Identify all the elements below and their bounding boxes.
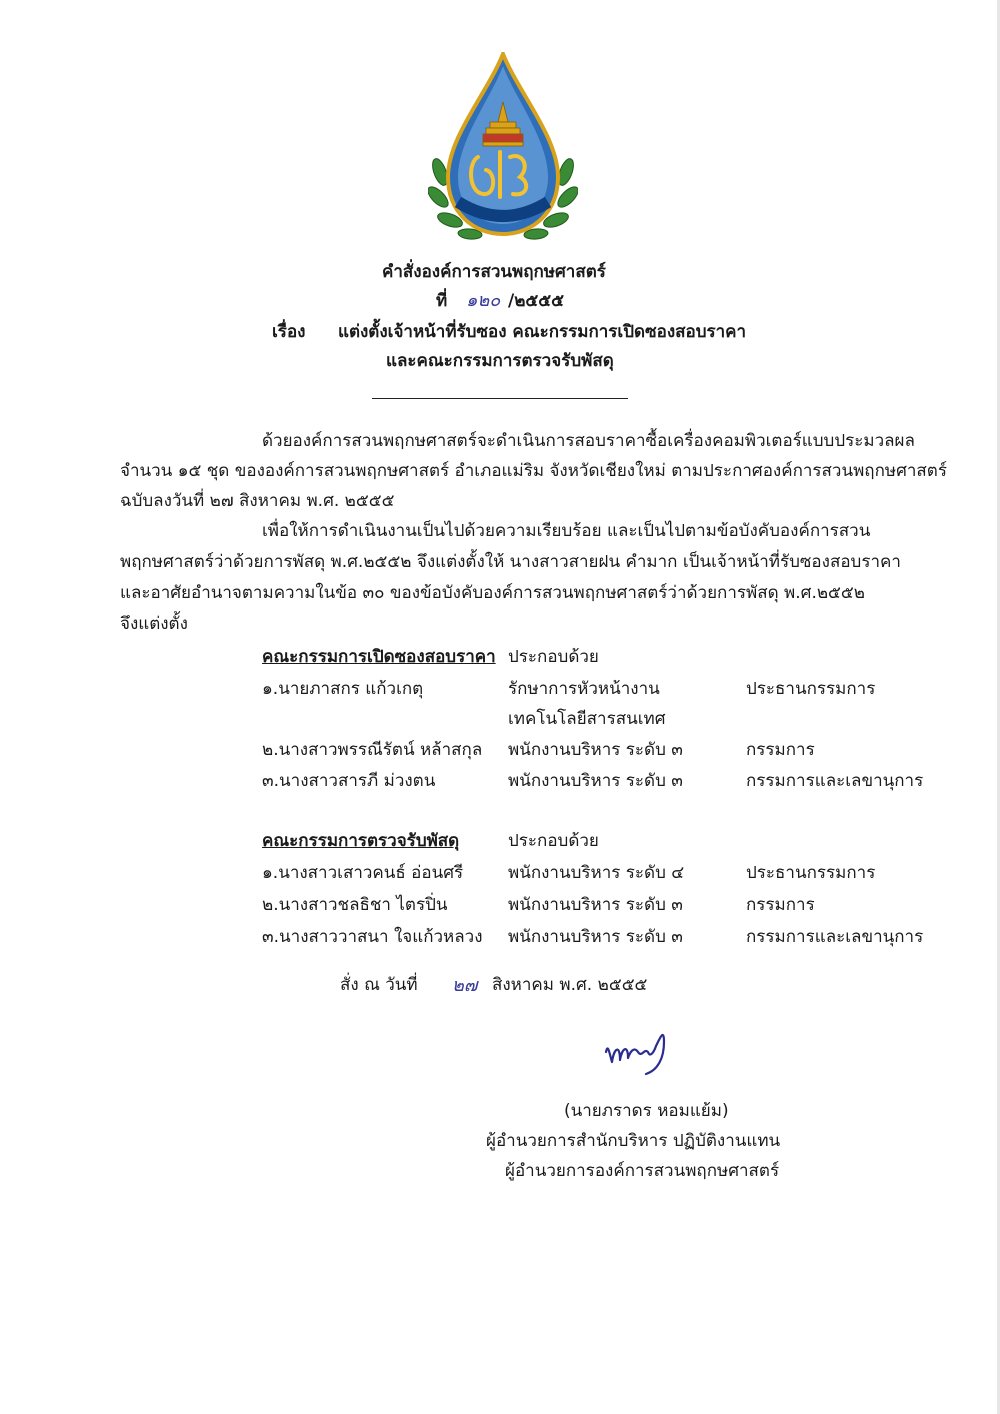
- subject-label: เรื่อง: [272, 322, 306, 342]
- subject-line-2: และคณะกรรมการตรวจรับพัสดุ: [386, 351, 614, 371]
- order-number-prefix: ที่: [436, 291, 448, 311]
- header-divider: [372, 398, 628, 399]
- committee-inspect-member-name: ๓.นางสาววาสนา ใจแก้วหลวง: [262, 927, 483, 947]
- paragraph-1-line-3: ฉบับลงวันที่ ๒๗ สิงหาคม พ.ศ. ๒๕๕๕: [120, 491, 395, 511]
- paragraph-1-line-2: จำนวน ๑๕ ชุด ขององค์การสวนพฤกษศาสตร์ อำเภอแม่ริม จังหวัดเชียงใหม่ ตามประกาศองค์การสวนพฤกษศาสตร์: [120, 461, 947, 481]
- committee-inspect-member-role: กรรมการ: [746, 895, 815, 915]
- committee-open-member-position-cont: เทคโนโลยีสารสนเทศ: [508, 709, 666, 729]
- signatory-title-line-1: ผู้อำนวยการสำนักบริหาร ปฏิบัติงานแทน: [486, 1131, 781, 1151]
- committee-open-member-role: ประธานกรรมการ: [746, 679, 876, 699]
- committee-open-member-position: พนักงานบริหาร ระดับ ๓: [508, 771, 683, 791]
- committee-open-member-position: พนักงานบริหาร ระดับ ๓: [508, 740, 683, 760]
- committee-inspect-member-position: พนักงานบริหาร ระดับ ๓: [508, 927, 683, 947]
- committee-inspect-member-name: ๒.นางสาวชลธิชา ไตรปิ่น: [262, 895, 448, 915]
- order-number-handwritten: ๑๒๐: [466, 290, 501, 311]
- committee-open-member-name: ๒.นางสาวพรรณีรัตน์ หล้าสกุล: [262, 740, 483, 760]
- order-title: คำสั่งองค์การสวนพฤกษศาสตร์: [382, 262, 606, 282]
- signatory-name: (นายภราดร หอมแย้ม): [564, 1101, 729, 1121]
- committee-inspect-member-position: พนักงานบริหาร ระดับ ๓: [508, 895, 683, 915]
- order-date-rest: สิงหาคม พ.ศ. ๒๕๕๕: [492, 975, 648, 995]
- committee-open-member-role: กรรมการและเลขานุการ: [746, 771, 924, 791]
- order-date-day-handwritten: ๒๗: [452, 975, 478, 996]
- signatory-title-line-2: ผู้อำนวยการองค์การสวนพฤกษศาสตร์: [505, 1161, 780, 1181]
- subject-line-1: แต่งตั้งเจ้าหน้าที่รับซอง คณะกรรมการเปิดซองสอบราคา: [338, 322, 747, 342]
- paragraph-2-line-4: จึงแต่งตั้ง: [120, 614, 188, 634]
- paragraph-2-line-2: พฤกษศาสตร์ว่าด้วยการพัสดุ พ.ศ.๒๕๕๒ จึงแต่งตั้งให้ นางสาวสายฝน คำมาก เป็นเจ้าหน้าที่รับซองสอบราคา: [120, 552, 901, 572]
- committee-inspect-member-role: กรรมการและเลขานุการ: [746, 927, 924, 947]
- order-date-prefix: สั่ง ณ วันที่: [340, 975, 418, 995]
- paragraph-1-line-1: ด้วยองค์การสวนพฤกษศาสตร์จะดำเนินการสอบราคาซื้อเครื่องคอมพิวเตอร์แบบประมวลผล: [262, 431, 915, 451]
- committee-inspect-member-name: ๑.นางสาวเสาวคนธ์ อ่อนศรี: [262, 863, 464, 883]
- committee-inspect-member-role: ประธานกรรมการ: [746, 863, 876, 883]
- committee-open-member-position: รักษาการหัวหน้างาน: [508, 679, 660, 699]
- committee-inspect-heading: คณะกรรมการตรวจรับพัสดุ: [262, 831, 460, 851]
- order-number-year: /๒๕๕๕: [508, 291, 565, 311]
- committee-inspect-consists: ประกอบด้วย: [508, 831, 599, 851]
- handwritten-signature: [598, 1022, 678, 1082]
- paragraph-2-line-1: เพื่อให้การดำเนินงานเป็นไปด้วยความเรียบร้อย และเป็นไปตามข้อบังคับองค์การสวน: [262, 521, 871, 541]
- committee-inspect-member-position: พนักงานบริหาร ระดับ ๔: [508, 863, 685, 883]
- committee-open-member-name: ๑.นายภาสกร แก้วเกตุ: [262, 679, 424, 699]
- botanical-garden-emblem-icon: [428, 52, 578, 242]
- committee-open-heading: คณะกรรมการเปิดซองสอบราคา: [262, 647, 496, 667]
- committee-open-member-role: กรรมการ: [746, 740, 815, 760]
- committee-open-consists: ประกอบด้วย: [508, 647, 599, 667]
- committee-open-member-name: ๓.นางสาวสารภี ม่วงตน: [262, 771, 436, 791]
- paragraph-2-line-3: และอาศัยอำนาจตามความในข้อ ๓๐ ของข้อบังคับองค์การสวนพฤกษศาสตร์ว่าด้วยการพัสดุ พ.ศ.๒๕๕๒: [120, 583, 865, 603]
